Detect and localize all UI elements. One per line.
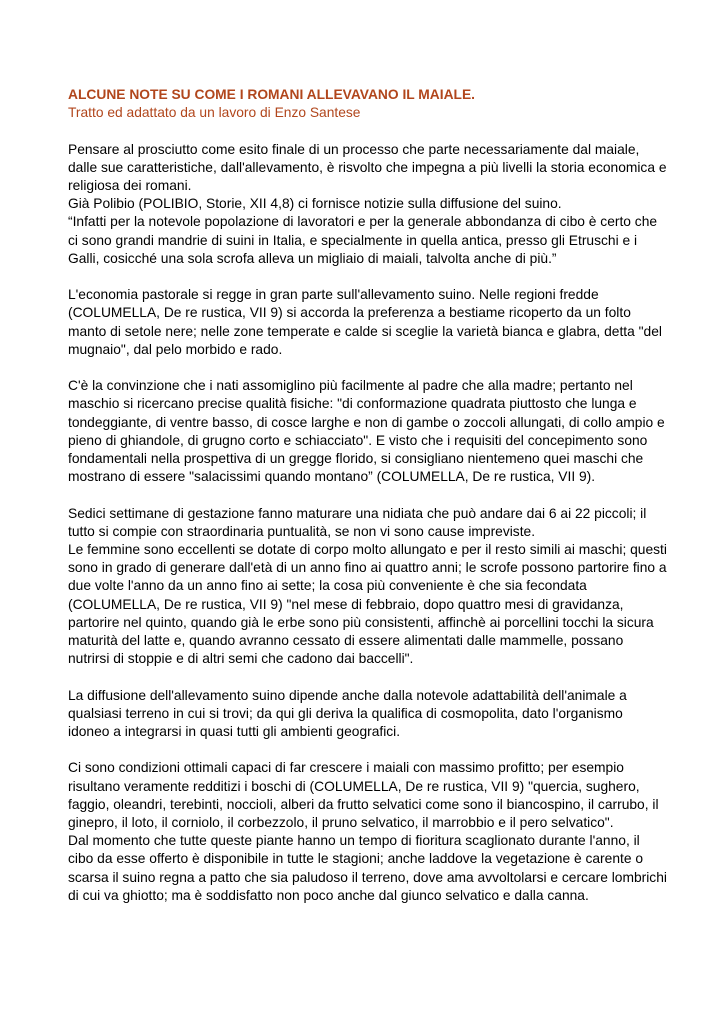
paragraph: Sedici settimane di gestazione fanno maturare una nidiata che può andare dai 6 ai 22 piccoli; il tutto si compie con straordinaria puntualità, se non vi sono cause impreviste. <box>68 505 647 539</box>
text-block <box>68 141 668 268</box>
text-block <box>68 505 668 669</box>
text-block <box>68 759 668 905</box>
paragraph: Dal momento che tutte queste piante hanno un tempo di fioritura scaglionato durante l'anno, il cibo da esse offerto è disponibile in tutte le stagioni; anche laddove la vegetazione è carente o scarsa il suino regna a patto che sia paludoso il terreno, dove ama avvoltolarsi e cercare lombrichi di cui va ghiotto; ma è soddisfatto non poco anche dal giunco selvatico e dalla canna. <box>68 833 667 903</box>
document-page <box>68 86 668 923</box>
paragraph: Le femmine sono eccellenti se dotate di corpo molto allungato e per il resto simili ai maschi; questi sono in grado di generare dall'età di un anno fino ai quattro anni; le scrofe possono partorire fino a due volte l'anno da un anno fino ai sette; la cosa più conveniente è che sia fecondata (COLUMELLA, De re rustica, VII 9) "nel mese di febbraio, dopo quattro mesi di gravidanza, partorire nel quinto, quando già le erbe sono più consistenti, affinchè ai porcellini tocchi la sicura maturità del latte e, quando avranno cessato di essere alimentati dalle mammelle, possano nutrirsi di stoppie e di altri semi che cadono dai baccelli". <box>68 542 667 667</box>
text-block <box>68 377 668 486</box>
paragraph: C'è la convinzione che i nati assomiglino più facilmente al padre che alla madre; pertanto nel maschio si ricercano precise qualità fisiche: "di conformazione quadrata piuttosto che lunga e tondeggiante, di ventre basso, di cosce larghe e non di gambe o zoccoli allungati, di collo ampio e pieno di ghiandole, di grugno corto e schiacciato". E visto che i requisiti del concepimento sono fondamentali nella prospettiva di un gregge florido, si consigliano nientemeno quei maschi che mostrano di essere "salacissimi quando montano” (COLUMELLA, De re rustica, VII 9). <box>68 378 665 485</box>
paragraph: “Infatti per la notevole popolazione di lavoratori e per la generale abbondanza di cibo è certo che ci sono grandi mandrie di suini in Italia, e specialmente in quella antica, presso gli Etruschi e i Galli, cosicché una sola scrofa alleva un migliaio di maiali, talvolta anche di più.” <box>68 214 658 266</box>
document-subtitle: Tratto ed adattato da un lavoro di Enzo Santese <box>68 105 361 121</box>
paragraph: Pensare al prosciutto come esito finale di un processo che parte necessariamente dal maiale, dalle sue caratteristiche, dall'allevamento, è risvolto che impegna a più livelli la storia economica e religiosa dei romani. <box>68 141 667 193</box>
text-block <box>68 687 668 742</box>
paragraph: Ci sono condizioni ottimali capaci di far crescere i maiali con massimo profitto; per esempio risultano veramente redditizi i boschi di (COLUMELLA, De re rustica, VII 9) "quercia, sughero, faggio, oleandri, terebinti, noccioli, alberi da frutto selvatici come sono il biancospino, il carrubo, il ginepro, il loto, il corniolo, il corbezzolo, il pruno selvatico, il marrobbio e il pero selvatico". <box>68 760 659 831</box>
paragraph: Già Polibio (POLIBIO, Storie, XII 4,8) ci fornisce notizie sulla diffusione del suino. <box>68 196 562 212</box>
paragraph: La diffusione dell'allevamento suino dipende anche dalla notevole adattabilità dell'animale a qualsiasi terreno in cui si trovi; da qui gli deriva la qualifica di cosmopolita, dato l'organismo idoneo a integrarsi in quasi tutti gli ambienti geografici. <box>68 687 627 740</box>
document-title: ALCUNE NOTE SU COME I ROMANI ALLEVAVANO IL MAIALE. <box>68 87 476 102</box>
paragraph: L'economia pastorale si regge in gran parte sull'allevamento suino. Nelle regioni fredde (COLUMELLA, De re rustica, VII 9) si accorda la preferenza a bestiame ricoperto da un folto manto di setole nere; nelle zone temperate e calde si sceglie la varietà bianca e glabra, detta "del mugnaio", dal pelo morbido e rado. <box>68 287 662 357</box>
text-block <box>68 286 668 359</box>
